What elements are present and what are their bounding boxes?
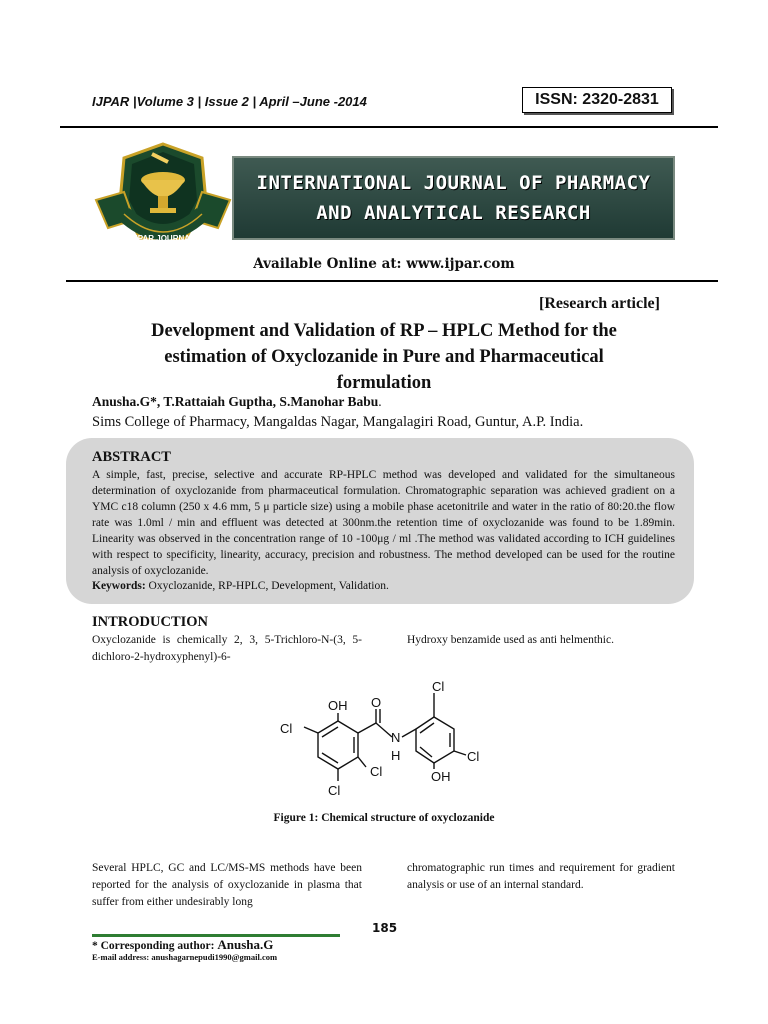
logo-text: IJPAR JOURNAL (131, 234, 195, 243)
label-oh-right: OH (431, 769, 451, 784)
title-line-3: formulation (336, 373, 432, 393)
header-rule (60, 126, 718, 128)
corr-name: Anusha.G (217, 937, 274, 952)
authors-text: Anusha.G*, T.Rattaiah Guptha, S.Manohar Babu (92, 394, 379, 409)
article-title (90, 318, 678, 396)
intro-col2-para2: chromatographic run times and requirement for gradient analysis or use of an internal standard. (407, 862, 675, 891)
keywords-label: Keywords: (92, 580, 146, 592)
label-n: N (391, 730, 401, 745)
abstract-heading: ABSTRACT (92, 449, 171, 465)
introduction-heading: INTRODUCTION (92, 614, 209, 630)
affiliation: Sims College of Pharmacy, Mangaldas Nagar, Mangalagiri Road, Guntur, A.P. India. (92, 414, 584, 430)
available-online: Available Online at: www.ijpar.com (253, 256, 515, 272)
label-cl-top: Cl (432, 679, 445, 694)
title-line-1: Development and Validation of RP – HPLC Method for the (151, 321, 617, 341)
intro-col2-para1: Hydroxy benzamide used as anti helmenthic. (407, 634, 614, 646)
article-type: [Research article] (539, 295, 660, 312)
title-line-2: estimation of Oxyclozanide in Pure and Pharmaceutical (164, 347, 604, 367)
author-list: Anusha.G*, T.Rattaiah Guptha, S.Manohar Babu. (92, 394, 382, 409)
page-number: 185 (372, 921, 398, 935)
abstract-text: A simple, fast, precise, selective and accurate RP-HPLC method was developed and validated for the simultaneous determination of oxyclozanide from pharmaceutical formulation. Chromatographic separation was achieved gradient on a YMC c18 column (250 x 4.6 mm, 5 μ particle size) using a mobile phase acetonitrile and water in the ratio of 80:20.the flow rate was 1.0ml / min and effluent was detected at 300nm.the retention time of oxyclozanide was found to be 1.89min. Linearity was observed in the concentration range of 10 -100μg / ml .The method was validated according to ICH guidelines with respect to specificity, linearity, accuracy, precision and robustness. The method developed can be used for the routine analysis of oxyclozanide. (92, 469, 675, 577)
issn-box: ISSN: 2320-2831 (522, 87, 672, 113)
label-h: H (391, 748, 401, 763)
journal-logo (94, 142, 232, 246)
label-oh-left: OH (328, 698, 348, 713)
corresponding-author (92, 937, 273, 953)
journal-issue-line: IJPAR |Volume 3 | Issue 2 | April –June -2014 (92, 94, 367, 109)
label-o: O (371, 695, 382, 710)
banner-line-1: INTERNATIONAL JOURNAL OF PHARMACY (256, 172, 651, 194)
author-email: E-mail address: anushagarnepudi1990@gmail.com (92, 952, 278, 962)
intro-col1-para1: Oxyclozanide is chemically 2, 3, 5-Trichloro-N-(3, 5-dichloro-2-hydroxyphenyl)-6- (92, 634, 362, 663)
journal-banner (232, 156, 675, 240)
label-cl-mid: Cl (370, 764, 383, 779)
corr-label: * Corresponding author: (92, 940, 218, 952)
intro-col1-para2: Several HPLC, GC and LC/MS-MS methods have been reported for the analysis of oxyclozanide in plasma that suffer from either undesirably long (92, 862, 362, 908)
label-cl-bottom: Cl (328, 783, 341, 798)
label-cl-right: Cl (467, 749, 480, 764)
keywords-text: Oxyclozanide, RP-HPLC, Development, Validation. (145, 580, 389, 592)
keywords (92, 580, 389, 592)
figure-caption: Figure 1: Chemical structure of oxyclozanide (273, 812, 495, 824)
masthead-rule (66, 280, 718, 282)
label-cl-left: Cl (280, 721, 293, 736)
banner-line-2: AND ANALYTICAL RESEARCH (316, 202, 591, 224)
chemical-structure (274, 675, 498, 803)
